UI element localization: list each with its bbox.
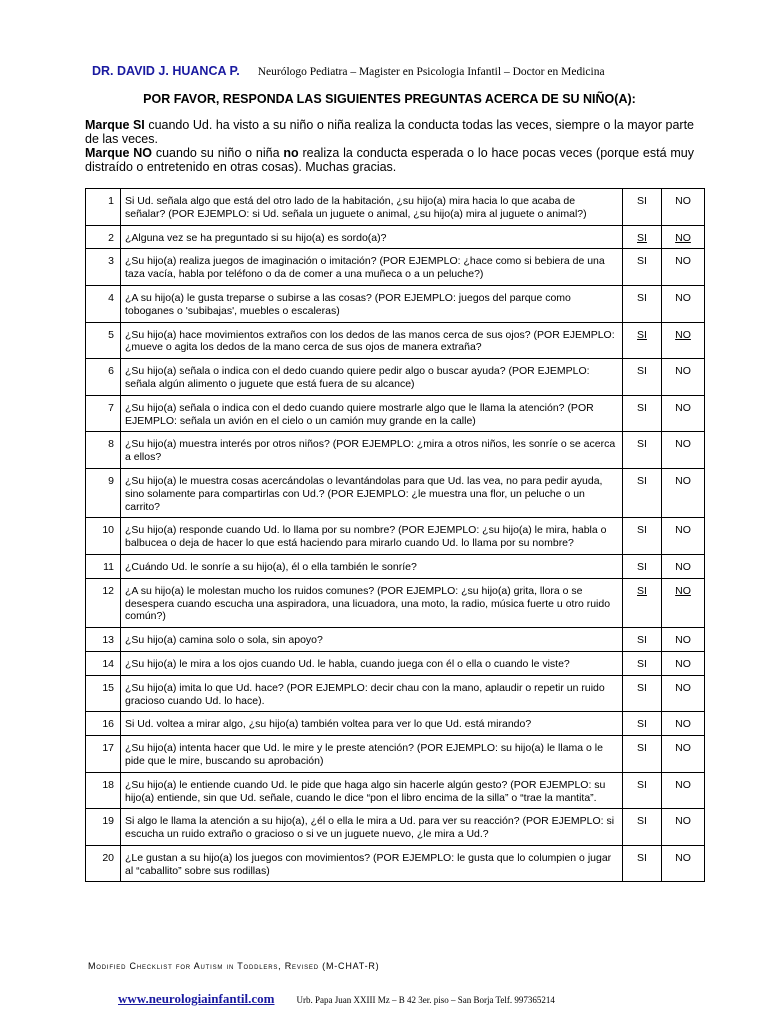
no-instruction-text-1: cuando su niño o niña (152, 146, 284, 160)
answer-no[interactable]: NO (662, 712, 705, 736)
letterhead (92, 62, 692, 80)
answer-no[interactable]: NO (662, 432, 705, 469)
question-row-20 (86, 845, 705, 882)
answer-no-label: NO (675, 231, 691, 244)
question-number: 13 (86, 628, 121, 652)
question-number: 16 (86, 712, 121, 736)
answer-no[interactable]: NO (662, 518, 705, 555)
question-row-13 (86, 628, 705, 652)
question-text: Si Ud. voltea a mirar algo, ¿su hijo(a) también voltea para ver lo que Ud. está mirando? (121, 712, 623, 736)
question-row-7 (86, 395, 705, 432)
answer-si[interactable] (623, 578, 662, 627)
answer-no[interactable]: NO (662, 736, 705, 773)
question-row-1 (86, 189, 705, 226)
answer-no-label: NO (675, 328, 691, 341)
question-row-18 (86, 772, 705, 809)
answer-no[interactable]: NO (662, 628, 705, 652)
question-row-14 (86, 651, 705, 675)
question-text: ¿Su hijo(a) le mira a los ojos cuando Ud. le habla, cuando juega con él o ella o cuando le viste? (121, 651, 623, 675)
question-number: 12 (86, 578, 121, 627)
question-number: 2 (86, 225, 121, 249)
question-row-16 (86, 712, 705, 736)
question-text: ¿Su hijo(a) realiza juegos de imaginación o imitación? (POR EJEMPLO: ¿hace como si bebiera de una taza vacía, habla por teléfono o da de comer a una muñeca o a un peluche?) (121, 249, 623, 286)
answer-no[interactable]: NO (662, 359, 705, 396)
answer-no[interactable]: NO (662, 468, 705, 517)
answer-si[interactable]: SI (623, 628, 662, 652)
question-row-8 (86, 432, 705, 469)
answer-no[interactable]: NO (662, 845, 705, 882)
question-number: 17 (86, 736, 121, 773)
question-row-6 (86, 359, 705, 396)
answer-si-label: SI (637, 328, 647, 341)
answer-si[interactable]: SI (623, 395, 662, 432)
answer-no[interactable]: NO (662, 809, 705, 846)
question-text: ¿A su hijo(a) le molestan mucho los ruidos comunes? (POR EJEMPLO: ¿su hijo(a) grita, llora o se desespera cuando escucha una aspiradora, una licuadora, una moto, la radio, música fuerte u otro ruido común?) (121, 578, 623, 627)
answer-no[interactable] (662, 322, 705, 359)
answer-si[interactable] (623, 322, 662, 359)
question-text: Si algo le llama la atención a su hijo(a), ¿él o ella le mira a Ud. para ver su reacción? (POR EJEMPLO: si escucha un ruido extraño o gracioso o si ve un juguete nuevo, ¿le mira a Ud.? (121, 809, 623, 846)
answer-si[interactable]: SI (623, 675, 662, 712)
no-instruction-text-2: realiza la conducta esperada o lo hace pocas veces (porque está muy distraído o entretenido en otras cosas). Muchas gracias. (85, 146, 694, 174)
question-number: 1 (86, 189, 121, 226)
question-row-11 (86, 554, 705, 578)
question-number: 6 (86, 359, 121, 396)
question-row-3 (86, 249, 705, 286)
question-number: 20 (86, 845, 121, 882)
answer-no-label: NO (675, 584, 691, 597)
answer-si[interactable]: SI (623, 468, 662, 517)
question-row-19 (86, 809, 705, 846)
answer-no[interactable]: NO (662, 651, 705, 675)
question-row-10 (86, 518, 705, 555)
answer-si[interactable]: SI (623, 554, 662, 578)
answer-si[interactable]: SI (623, 189, 662, 226)
answer-si[interactable]: SI (623, 359, 662, 396)
answer-si[interactable]: SI (623, 285, 662, 322)
question-row-15 (86, 675, 705, 712)
question-text: ¿Su hijo(a) le muestra cosas acercándolas o levantándolas para que Ud. las vea, no para pedir ayuda, sino solamente para compartirlas con Ud.? (POR EJEMPLO: ¿le muestra una flor, un peluche o un carrito? (121, 468, 623, 517)
answer-si[interactable]: SI (623, 651, 662, 675)
question-number: 7 (86, 395, 121, 432)
si-instruction-text: cuando Ud. ha visto a su niño o niña realiza la conducta todas las veces, siempre o la mayor parte de las veces. (85, 118, 694, 146)
no-instruction-label: Marque NO (85, 146, 153, 160)
questionnaire-table (85, 188, 705, 882)
question-text: ¿Cuándo Ud. le sonríe a su hijo(a), él o ella también le sonríe? (121, 554, 623, 578)
question-number: 3 (86, 249, 121, 286)
answer-no[interactable]: NO (662, 554, 705, 578)
doctor-name: DR. DAVID J. HUANCA P. (92, 64, 240, 78)
question-number: 11 (86, 554, 121, 578)
answer-si-label: SI (637, 584, 647, 597)
answer-no[interactable]: NO (662, 395, 705, 432)
question-text: ¿Su hijo(a) responde cuando Ud. lo llama por su nombre? (POR EJEMPLO: ¿su hijo(a) le mira, habla o balbucea o deja de hacer lo que está haciendo para mirarlo cuando Ud. lo llama por su nombre? (121, 518, 623, 555)
question-row-12 (86, 578, 705, 627)
question-text: ¿Le gustan a su hijo(a) los juegos con movimientos? (POR EJEMPLO: le gusta que lo columpien o jugar al “caballito” sobre sus rodillas) (121, 845, 623, 882)
answer-si[interactable]: SI (623, 845, 662, 882)
question-text: ¿Su hijo(a) camina solo o sola, sin apoyo? (121, 628, 623, 652)
answer-no[interactable]: NO (662, 249, 705, 286)
question-row-17 (86, 736, 705, 773)
answer-si[interactable]: SI (623, 809, 662, 846)
instructions (85, 118, 694, 174)
question-number: 8 (86, 432, 121, 469)
answer-no[interactable] (662, 578, 705, 627)
question-number: 5 (86, 322, 121, 359)
answer-no[interactable]: NO (662, 675, 705, 712)
answer-no[interactable] (662, 225, 705, 249)
question-number: 4 (86, 285, 121, 322)
answer-no[interactable]: NO (662, 189, 705, 226)
answer-si[interactable]: SI (623, 518, 662, 555)
question-text: Si Ud. señala algo que está del otro lado de la habitación, ¿su hijo(a) mira hacia lo que acaba de señalar? (POR EJEMPLO: si Ud. señala un juguete o animal, ¿su hijo(a) mira al juguete o animal?) (121, 189, 623, 226)
answer-si[interactable] (623, 225, 662, 249)
answer-si[interactable]: SI (623, 432, 662, 469)
doctor-credentials: Neurólogo Pediatra – Magister en Psicologia Infantil – Doctor en Medicina (257, 66, 605, 78)
question-text: ¿Su hijo(a) imita lo que Ud. hace? (POR EJEMPLO: decir chau con la mano, aplaudir o repetir un ruido gracioso cuando Ud. lo hace). (121, 675, 623, 712)
question-text: ¿Su hijo(a) señala o indica con el dedo cuando quiere pedir algo o buscar ayuda? (POR EJEMPLO: señala algún alimento o juguete que está fuera de su alcance) (121, 359, 623, 396)
page-title: POR FAVOR, RESPONDA LAS SIGUIENTES PREGUNTAS ACERCA DE SU NIÑO(A): (143, 92, 636, 106)
question-row-9 (86, 468, 705, 517)
no-instruction-emphasis: no (283, 146, 299, 160)
question-text: ¿Su hijo(a) señala o indica con el dedo cuando quiere mostrarle algo que le llama la atención? (POR EJEMPLO: señala un avión en el cielo o un camión muy grande en la calle) (121, 395, 623, 432)
question-row-4 (86, 285, 705, 322)
question-number: 18 (86, 772, 121, 809)
question-number: 15 (86, 675, 121, 712)
question-number: 9 (86, 468, 121, 517)
answer-no[interactable]: NO (662, 285, 705, 322)
si-instruction-label: Marque SI (85, 118, 145, 132)
question-text: ¿A su hijo(a) le gusta treparse o subirse a las cosas? (POR EJEMPLO: juegos del parque como toboganes o 'subibajas', muebles o escaleras) (121, 285, 623, 322)
answer-si-label: SI (637, 231, 647, 244)
question-row-2 (86, 225, 705, 249)
answer-si[interactable]: SI (623, 736, 662, 773)
question-text: ¿Su hijo(a) muestra interés por otros niños? (POR EJEMPLO: ¿mira a otros niños, les sonríe o se acerca a ellos? (121, 432, 623, 469)
question-text: ¿Su hijo(a) hace movimientos extraños con los dedos de las manos cerca de sus ojos? (POR EJEMPLO: ¿mueve o agita los dedos de la mano cerca de sus ojos de manera extraña? (121, 322, 623, 359)
question-text: ¿Alguna vez se ha preguntado si su hijo(a) es sordo(a)? (121, 225, 623, 249)
answer-si[interactable]: SI (623, 249, 662, 286)
question-row-5 (86, 322, 705, 359)
website-link[interactable]: www.neurologiainfantil.com (118, 991, 275, 1006)
question-number: 10 (86, 518, 121, 555)
question-text: ¿Su hijo(a) le entiende cuando Ud. le pide que haga algo sin hacerle algún gesto? (POR EJEMPLO: su hijo(a) entiende, sin que Ud. señale, cuando le dice “pon el libro encima de la silla” o “trae la mantita”. (121, 772, 623, 809)
question-number: 14 (86, 651, 121, 675)
address: Urb. Papa Juan XXIII Mz – B 42 3er. piso – San Borja Telf. 997365214 (296, 995, 555, 1005)
footer (118, 990, 555, 1008)
question-text: ¿Su hijo(a) intenta hacer que Ud. le mire y le preste atención? (POR EJEMPLO: su hijo(a) le llama o le pide que le mire, buscando su aprobación) (121, 736, 623, 773)
mchat-caption: Modified Checklist for Autism in Toddlers, Revised (M-CHAT-R) (88, 961, 380, 971)
answer-no[interactable]: NO (662, 772, 705, 809)
answer-si[interactable]: SI (623, 772, 662, 809)
answer-si[interactable]: SI (623, 712, 662, 736)
question-number: 19 (86, 809, 121, 846)
